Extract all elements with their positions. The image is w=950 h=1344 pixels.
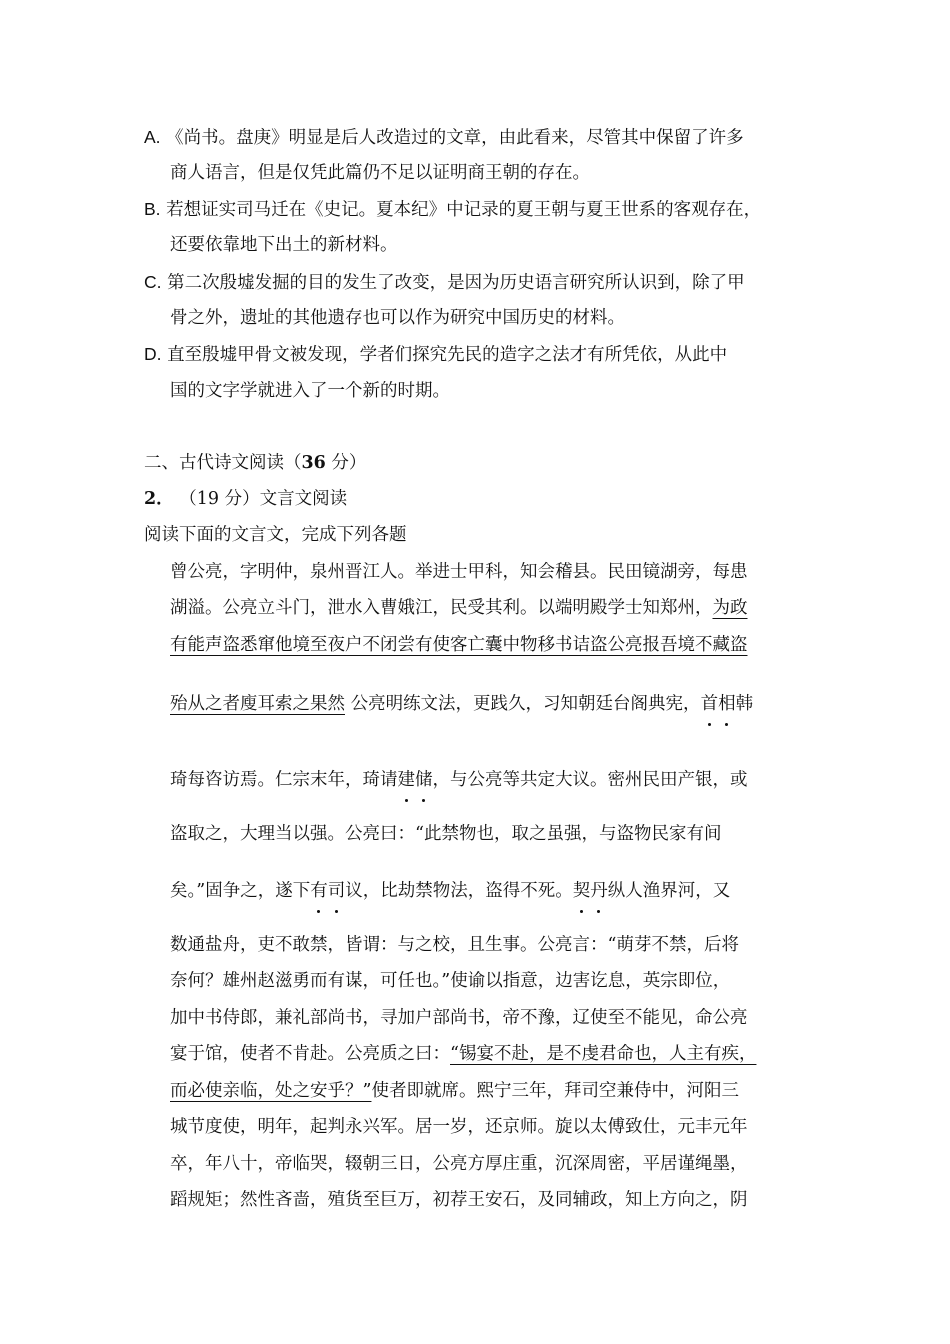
dotted-char: 相 <box>718 694 736 714</box>
dotted-char: 丹 <box>590 881 608 901</box>
dotted-char: 司 <box>327 881 346 901</box>
option-a-line2: 商人语言，但是仅凭此篇仍不足以证明商王朝的存在。 <box>170 163 590 183</box>
option-b-text: 若想证实司马迁在《史记。夏本纪》中记录的夏王朝与夏王世系的客观存在， <box>166 200 762 220</box>
passage-line-2-text: 湖溢。公亮立斗门，泄水入曹娥江，民受其利。以端明殿学士知郑州， <box>170 598 713 618</box>
passage-line-7-mid: 议，比劫禁物法，盗得不死。 <box>345 881 573 901</box>
passage-line-14: 卒，年八十，帝临哭，辍朝三日，公亮方厚庄重，沉深周密，平居谨绳墨， <box>170 1154 748 1174</box>
question-heading <box>144 487 347 511</box>
passage-line-11 <box>170 1042 756 1066</box>
passage-line-12-text: 使者即就席。熙宁三年，拜司空兼侍中，河阳三 <box>371 1081 739 1101</box>
dotted-char: 建 <box>397 770 415 790</box>
underlined-sentence-part-2: 有能声盗悉窜他境至夜户不闭尝有使客亡囊中物移书诘盗公亮报吾境不藏盗 <box>170 635 748 655</box>
passage-line-7-text: 矣。”固争之，遂下 <box>170 881 311 901</box>
option-c-line1 <box>144 270 745 295</box>
passage-line-2 <box>170 596 748 620</box>
option-b-letter: B. <box>144 199 161 219</box>
underlined-quote-part-2: 而必使亲临，处之安乎？” <box>170 1081 372 1101</box>
question-score: （19 分）文言文阅读 <box>179 489 348 509</box>
passage-line-10: 加中书侍郎，兼礼部尚书，寻加户部尚书，帝不豫，辽使至不能见，命公亮 <box>170 1008 748 1028</box>
option-b-line2: 还要依靠地下出土的新材料。 <box>170 235 398 255</box>
option-b-line1 <box>144 197 761 222</box>
passage-line-7 <box>170 879 730 903</box>
option-d-text: 直至殷墟甲骨文被发现，学者们探究先民的造字之法才有所凭依，从此中 <box>167 345 728 365</box>
passage-line-15: 蹈规矩；然性吝啬，殖货至巨万，初荐王安石，及同辅政，知上方向之，阴 <box>170 1190 748 1210</box>
passage-line-3 <box>170 633 748 657</box>
passage-line-4-end: 韩 <box>735 694 754 714</box>
option-d-line2: 国的文字学就进入了一个新的时期。 <box>170 381 450 401</box>
passage-line-6: 盗取之，大理当以强。公亮曰：“此禁物也，取之虽强，与盗物民家有间 <box>170 824 722 844</box>
passage-line-5-text: 琦每咨访焉。仁宗末年，琦请 <box>170 770 398 790</box>
option-d-letter: D. <box>144 344 162 364</box>
option-a-letter: A. <box>144 127 161 147</box>
passage-line-9: 奈何？雄州赵滋勇而有谋，可任也。”使谕以指意，边害讫息，英宗即位， <box>170 971 731 991</box>
passage-line-13: 城节度使，明年，起判永兴军。居一岁，还京师。旋以太傅致仕，元丰元年 <box>170 1117 748 1137</box>
passage-line-7-end: 纵人渔界河，又 <box>607 881 731 901</box>
option-c-text: 第二次殷墟发掘的目的发生了改变，是因为历史语言研究所认识到，除了甲 <box>167 273 745 293</box>
option-a-text: 《尚书。盘庚》明显是后人改造过的文章，由此看来，尽管其中保留了许多 <box>166 128 744 148</box>
passage-line-4-text: 公亮明练文法，更践久，习知朝廷台阁典宪， <box>345 694 701 714</box>
passage-line-4 <box>170 692 753 716</box>
option-c-line2: 骨之外，遗址的其他遗存也可以作为研究中国历史的材料。 <box>170 308 625 328</box>
underlined-sentence-part-1: 为政 <box>712 598 748 618</box>
passage-line-5 <box>170 768 748 792</box>
option-a-line1 <box>144 125 744 150</box>
section-title-score: 36 <box>301 453 326 473</box>
option-c-letter: C. <box>144 272 162 292</box>
instruction: 阅读下面的文言文，完成下列各题 <box>144 525 407 545</box>
section-title-pre: 二、古代诗文阅读（ <box>144 453 302 473</box>
underlined-sentence-part-3: 殆从之者廋耳索之果然 <box>170 694 345 714</box>
section-title <box>144 451 366 475</box>
dotted-char: 有 <box>310 881 328 901</box>
passage-line-1: 曾公亮，字明仲，泉州晋江人。举进士甲科，知会稽县。民田镜湖旁，每患 <box>170 562 748 582</box>
passage-line-8: 数通盐舟，吏不敢禁，皆谓：与之校，且生事。公亮言：“萌芽不禁，后将 <box>170 935 739 955</box>
dotted-char: 储 <box>415 770 433 790</box>
underlined-quote-part-1: “锡宴不赴，是不虔君命也，人主有疾， <box>450 1044 757 1064</box>
passage-line-5-end: ，与公亮等共定大议。密州民田产银，或 <box>432 770 748 790</box>
option-d-line1 <box>144 342 727 367</box>
passage-line-11-text: 宴于馆，使者不肯赴。公亮质之曰： <box>170 1044 450 1064</box>
dotted-char: 首 <box>700 694 719 714</box>
section-title-post: 分） <box>325 453 367 473</box>
dotted-char: 契 <box>572 881 591 901</box>
passage-line-12 <box>170 1079 739 1103</box>
question-number: 2． <box>144 489 174 509</box>
